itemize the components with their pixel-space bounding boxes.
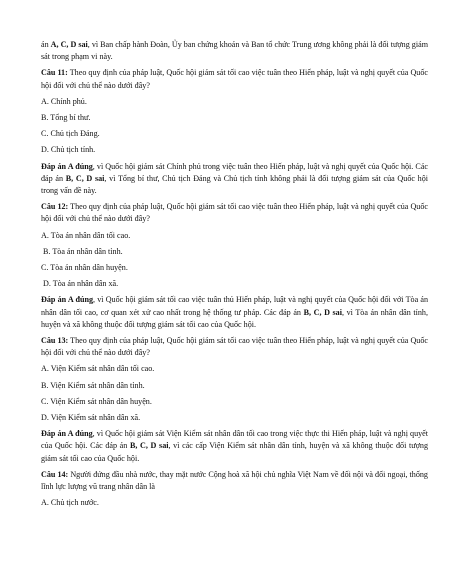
option-c: C. Tòa án nhân dân huyện. bbox=[41, 263, 128, 273]
option-d: D. Chủ tịch tỉnh. bbox=[41, 145, 96, 155]
question-text: Theo quy định của pháp luật, Quốc hội giám sát tối cao việc tuân theo Hiến pháp, luật và nghị quyết của Quốc hội đối với chủ thể nào dưới đây? bbox=[41, 336, 428, 358]
option-b: B. Viện Kiểm sát nhân dân tỉnh. bbox=[41, 380, 145, 390]
answer-lead: Đáp án A đúng bbox=[41, 161, 93, 171]
option-c: C. Viện Kiểm sát nhân dân huyện. bbox=[41, 396, 152, 406]
option-a: A. Chính phủ. bbox=[41, 96, 87, 106]
question-text: Theo quy định của pháp luật, Quốc hội giám sát tối cao việc tuân theo Hiến pháp, luật và nghị quyết của Quốc hội đối với chủ thể nào dưới đây? bbox=[41, 68, 428, 90]
option-b: B. Tòa án nhân dân tỉnh. bbox=[41, 246, 123, 256]
intro-text: án bbox=[41, 40, 51, 49]
question-label: Câu 14: bbox=[41, 469, 69, 479]
option-a: A. Viện Kiểm sát nhân dân tối cao. bbox=[41, 364, 155, 374]
option-d: D. Viện Kiểm sát nhân dân xã. bbox=[41, 413, 141, 423]
option-b: B. Tổng bí thư. bbox=[41, 113, 91, 123]
answer-bold: B, C, D sai bbox=[303, 307, 342, 317]
answer-11 bbox=[41, 161, 428, 198]
answer-text: , vì các cấp Viện Kiểm sát nhân dân tỉnh, huyện và xã không thuộc đối tượng giám sát tối cao của Quốc hội. bbox=[41, 441, 428, 463]
intro-bold: A, C, D sai bbox=[50, 40, 88, 49]
question-label: Câu 13: bbox=[41, 336, 69, 346]
option-c: C. Chủ tịch Đảng. bbox=[41, 129, 100, 139]
question-text: Theo quy định của pháp luật, Quốc hội giám sát tối cao việc tuân theo Hiến pháp, luật và nghị quyết của Quốc hội đối với chủ thể nào dưới đây? bbox=[41, 202, 428, 224]
question-label: Câu 12: bbox=[41, 202, 69, 212]
answer-text: , vì Quốc hội giám sát tối cao việc tuân thủ Hiến pháp, luật và nghị quyết của Quốc hội đối với Tòa án nhân dân tối cao, cơ quan xét xử cao nhất trong hệ thống tư pháp. Các đáp án bbox=[41, 295, 428, 317]
question-11 bbox=[41, 67, 428, 91]
question-12 bbox=[41, 201, 428, 225]
option-a: A. Tòa án nhân dân tối cao. bbox=[41, 230, 131, 240]
intro-text: , vì Ban chấp hành Đoàn, Ủy ban chứng khoán và Ban tổ chức Trung ương không phải là đối tượng giám sát trong phạm vi này. bbox=[41, 40, 428, 62]
answer-13 bbox=[41, 428, 428, 465]
answer-bold: B, C, D sai bbox=[129, 441, 169, 451]
answer-text: , vì Tổng bí thư, Chủ tịch Đảng và Chủ tịch tỉnh không phải là đối tượng giám sát của Quốc hội trong vấn đề này. bbox=[41, 173, 429, 196]
option-d: D. Tòa án nhân dân xã. bbox=[41, 279, 119, 289]
answer-lead: Đáp án A đúng bbox=[41, 295, 94, 305]
answer-text: , vì Quốc hội giám sát Viện Kiểm sát nhân dân tối cao trong việc thực thi Hiến pháp, luật và nghị quyết của Quốc hội. Các đáp án bbox=[41, 429, 428, 451]
answer-lead: Đáp án A đúng bbox=[41, 429, 93, 439]
question-14 bbox=[41, 469, 428, 493]
question-13 bbox=[41, 335, 428, 359]
answer-bold: B, C, D sai bbox=[65, 173, 105, 183]
option-a: A. Chủ tịch nước. bbox=[41, 498, 99, 508]
question-text: Người đứng đầu nhà nước, thay mặt nước Cộng hoà xã hội chủ nghĩa Việt Nam về đối nội và đối ngoại, thống lĩnh lực lượng vũ trang nhân dân là bbox=[41, 469, 428, 492]
answer-text: , vì Quốc hội giám sát Chính phủ trong việc tuân theo Hiến pháp, luật và nghị quyết của Quốc hội. Các đáp án bbox=[41, 161, 429, 183]
intro-paragraph bbox=[41, 39, 428, 63]
answer-12 bbox=[41, 294, 428, 331]
question-label: Câu 11: bbox=[41, 68, 68, 78]
answer-text: , vì Tòa án nhân dân tỉnh, huyện và xã không thuộc đối tượng giám sát tối cao của Quốc hội. bbox=[41, 307, 428, 329]
